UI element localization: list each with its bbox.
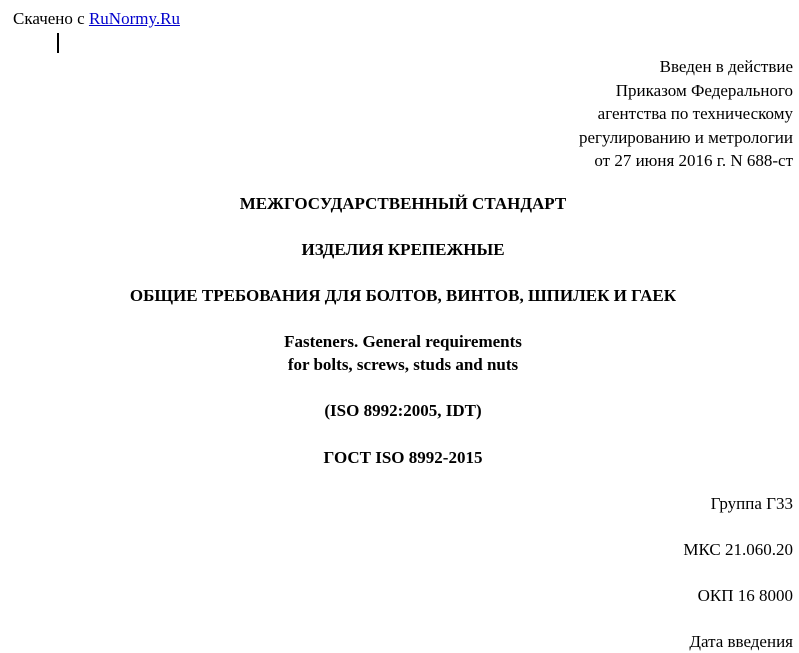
standard-type-heading: МЕЖГОСУДАРСТВЕННЫЙ СТАНДАРТ (239, 194, 567, 213)
approval-block (579, 55, 793, 173)
text-cursor (57, 33, 59, 53)
iso-reference: (ISO 8992:2005, IDT) (324, 401, 482, 420)
subject-heading: ОБЩИЕ ТРЕБОВАНИЯ ДЛЯ БОЛТОВ, ВИНТОВ, ШПИЛЕК И ГАЕК (129, 286, 677, 305)
source-line (13, 8, 180, 30)
approval-line: Приказом Федерального (615, 80, 793, 100)
english-title-line-2: for bolts, screws, studs and nuts (287, 355, 519, 374)
approval-line: агентства по техническому (597, 104, 793, 123)
approval-line: регулированию и метрологии (578, 127, 793, 147)
product-heading: ИЗДЕЛИЯ КРЕПЕЖНЫЕ (301, 240, 505, 259)
english-title-line-1: Fasteners. General requirements (284, 332, 522, 351)
runormy-link[interactable]: RuNormy.Ru (88, 9, 180, 28)
approval-line: Введен в действие (659, 57, 793, 76)
group-code: Группа Г33 (710, 494, 793, 513)
approval-line: от 27 июня 2016 г. N 688-ст (594, 151, 793, 170)
okp-code: ОКП 16 8000 (697, 586, 793, 605)
intro-date-label: Дата введения (689, 632, 793, 651)
mks-code: МКС 21.060.20 (683, 540, 793, 559)
gost-number: ГОСТ ISO 8992-2015 (323, 448, 483, 467)
source-prefix: Скачено с (13, 9, 89, 28)
